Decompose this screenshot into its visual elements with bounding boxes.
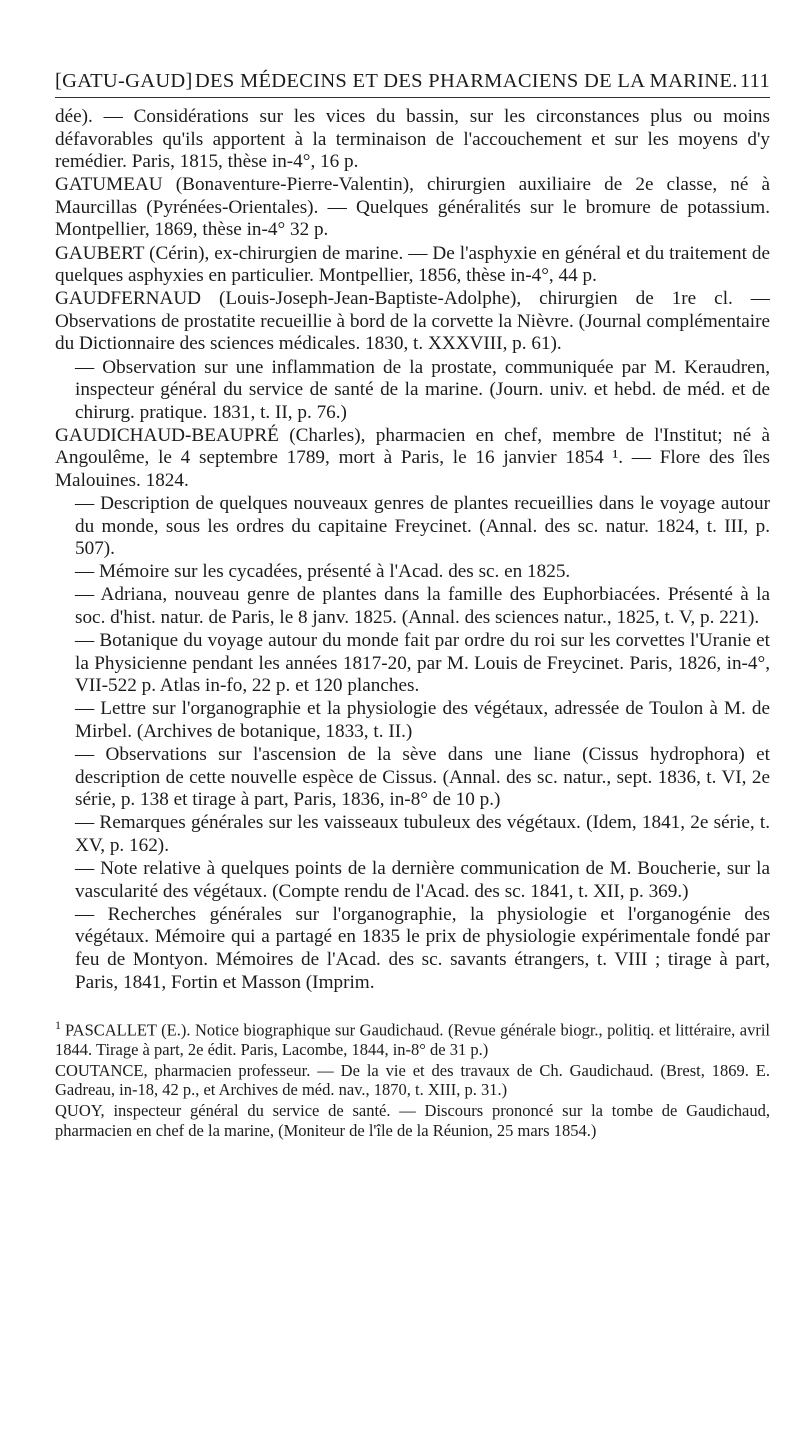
entry-continuation: dée). — Considérations sur les vices du bassin, sur les circonstances plus ou moins défavorables qu'ils apportent à la terminaison de l'accouchement et sur les moyens d'y remédier. Paris, 1815, thèse in-4°, 16 p.: [55, 106, 770, 173]
entry-gaudichaud-sub-4: — Botanique du voyage autour du monde fait par ordre du roi sur les corvettes l'Uranie et la Physicienne pendant les années 1817-20, par M. Louis de Freycinet. Paris, 1826, in-4°, VII-522 p. Atlas in-fo, 22 p. et 120 planches.: [75, 630, 770, 697]
entry-gaudichaud-sub-8: — Note relative à quelques points de la dernière communication de M. Boucherie, sur la vascularité des végétaux. (Compte rendu de l'Acad. des sc. 1841, t. XII, p. 369.): [75, 858, 770, 902]
footnote-1: [55, 1016, 770, 1060]
footnote-3: [55, 1101, 770, 1140]
entry-gaudichaud: GAUDICHAUD-BEAUPRÉ (Charles), pharmacien en chef, membre de l'Institut; né à Angoulême, le 4 septembre 1789, mort à Paris, le 16 janvier 1854 ¹. — Flore des îles Malouines. 1824.: [55, 424, 770, 491]
entry-gaudichaud-sub-6: — Observations sur l'ascension de la sève dans une liane (Cissus hydrophora) et description de cette nouvelle espèce de Cissus. (Annal. des sc. natur., sept. 1836, t. VI, 2e série, p. 138 et tirage à part, Paris, 1836, in-8° de 10 p.): [75, 744, 770, 811]
entries-list: [55, 106, 770, 994]
entry-gaudichaud-sub-7: — Remarques générales sur les vaisseaux tubuleux des végétaux. (Idem, 1841, 2e série, t. XV, p. 162).: [75, 812, 770, 856]
entry-gaudfernaud: GAUDFERNAUD (Louis-Joseph-Jean-Baptiste-Adolphe), chirurgien de 1re cl. — Observations de prostatite recueillie à bord de la corvette la Nièvre. (Journal complémentaire du Dictionnaire des sciences médicales. 1830, t. XXXVIII, p. 61).: [55, 288, 770, 355]
running-header: [55, 70, 770, 98]
entry-gaudichaud-sub-1: — Description de quelques nouveaux genres de plantes recueillies dans le voyage autour du monde, sous les ordres du capitaine Freycinet. (Annal. des sc. natur. 1824, t. III, p. 507).: [75, 493, 770, 560]
entry-gaudichaud-sub-5: — Lettre sur l'organographie et la physiologie des végétaux, adressée de Toulon à M. de Mirbel. (Archives de botanique, 1833, t. II.): [75, 698, 770, 743]
footnote-2: [55, 1061, 770, 1100]
entry-gatumeau: GATUMEAU (Bonaventure-Pierre-Valentin), chirurgien auxiliaire de 2e classe, né à Maurcillas (Pyrénées-Orientales). — Quelques généralités sur le bromure de potassium. Montpellier, 1869, thèse in-4° 32 p.: [55, 174, 770, 241]
header-title: DES MÉDECINS ET DES PHARMACIENS DE LA MARINE.: [194, 70, 738, 92]
footnote-text: PASCALLET (E.). Notice biographique sur Gaudichaud. (Revue générale biogr., politiq. et littéraire, avril 1844. Tirage à part, 2e édit. Paris, Lacombe, 1844, in-8° de 31 p.): [55, 1020, 770, 1060]
footnotes: [55, 1016, 770, 1140]
entry-gaudichaud-sub-9: — Recherches générales sur l'organographie, la physiologie et l'organogénie des végétaux. Mémoire qui a partagé en 1835 le prix de physiologie expérimentale fondé par feu de Montyon. Mémoires de l'Acad. des sc. savants étrangers, t. VIII ; tirage à part, Paris, 1841, Fortin et Masson (Imprim.: [75, 903, 770, 993]
footnote-text: QUOY, inspecteur général du service de santé. — Discours prononcé sur la tombe de Gaudichaud, pharmacien en chef de la marine, (Moniteur de l'île de la Réunion, 25 mars 1854.): [55, 1101, 770, 1140]
footnote-marker: 1: [55, 1018, 61, 1033]
entry-gaudfernaud-sub: — Observation sur une inflammation de la prostate, communiquée par M. Keraudren, inspecteur général du service de santé de la marine. (Journ. univ. et hebd. de méd. et de chirurg. pratique. 1831, t. II, p. 76.): [75, 356, 770, 423]
entry-gaudichaud-sub-2: — Mémoire sur les cycadées, présenté à l'Acad. des sc. en 1825.: [75, 561, 571, 583]
footnote-text: COUTANCE, pharmacien professeur. — De la vie et des travaux de Ch. Gaudichaud. (Brest, 1869. E. Gadreau, in-18, 42 p., et Archives de méd. nav., 1870, t. XIII, p. 31.): [55, 1060, 770, 1100]
entry-gaudichaud-sub-3: — Adriana, nouveau genre de plantes dans la famille des Euphorbiacées. Présenté à la soc. d'hist. natur. de Paris, le 8 janv. 1825. (Annal. des sciences natur., 1825, t. V, p. 221).: [75, 584, 770, 629]
header-section-range: [GATU-GAUD]: [55, 70, 193, 92]
page-number: 111: [739, 70, 770, 92]
entry-gaubert: GAUBERT (Cérin), ex-chirurgien de marine. — De l'asphyxie en général et du traitement de quelques asphyxies en particulier. Montpellier, 1856, thèse in-4°, 44 p.: [55, 242, 770, 287]
